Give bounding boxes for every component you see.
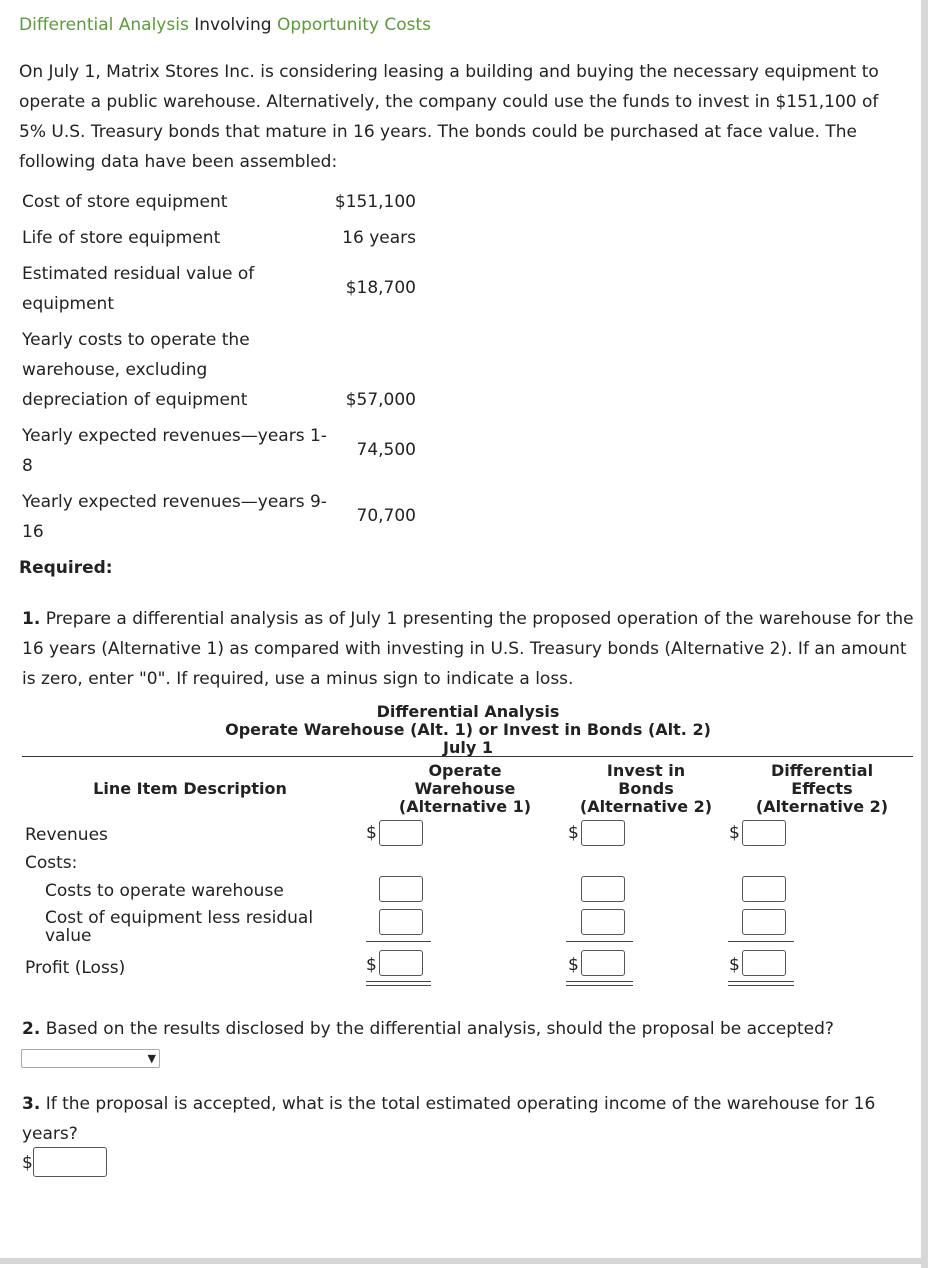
row-label-revenues: Revenues [25, 825, 108, 845]
table-title: Differential Analysis [376, 702, 560, 721]
total-double-rule [728, 981, 794, 986]
row-label-costs: Costs: [25, 853, 78, 873]
intro-paragraph: On July 1, Matrix Stores Inc. is considering leasing a building and buying the necessary equipment to operate a public warehouse. Alternatively, the company could use the funds to invest in $151,100 of 5% U.S. Treasury bonds that mature in 16 years. The bonds could be purchased at face value. The following data have been assembled: [19, 62, 879, 172]
data-value-residual-value: $18,700 [345, 278, 416, 298]
row-label-profit: Profit (Loss) [25, 958, 126, 978]
diff-equipment-cost-input[interactable] [742, 909, 786, 935]
table-date: July 1 [443, 738, 493, 757]
data-value-revenues-9-16: 70,700 [356, 506, 416, 526]
vertical-scrollbar[interactable] [921, 0, 928, 1268]
data-value-life-equipment: 16 years [342, 228, 416, 248]
row-label-operate-costs: Costs to operate warehouse [45, 881, 284, 901]
currency-sign: $ [366, 823, 377, 843]
data-label-yearly-costs: Yearly costs to operate the warehouse, excluding depreciation of equipment [22, 330, 250, 410]
table-subtitle: Operate Warehouse (Alt. 1) or Invest in Bonds (Alt. 2) [225, 720, 711, 739]
currency-sign: $ [568, 955, 579, 975]
subtotal-rule [728, 941, 794, 942]
alt1-profit-input[interactable] [379, 950, 423, 976]
total-double-rule [366, 981, 431, 986]
alt2-equipment-cost-input[interactable] [581, 909, 625, 935]
question-1: 1. Prepare a differential analysis as of July 1 presenting the proposed operation of the warehouse for the 16 years (Alternative 1) as compared with investing in U.S. Treasury bonds (Alternative 2). If an amount is zero, enter "0". If required, use a minus sign to indicate a loss. [22, 609, 914, 689]
col-header-differential: Differential Effects (Alternative 2) [755, 761, 889, 816]
subtotal-rule [366, 941, 431, 942]
col-header-description: Line Item Description [93, 779, 287, 798]
title-link-opportunity-costs[interactable]: Opportunity Costs [276, 15, 432, 35]
horizontal-scrollbar[interactable] [0, 1258, 921, 1264]
table-top-rule [22, 756, 913, 757]
data-value-revenues-1-8: 74,500 [356, 440, 416, 460]
alt2-operate-costs-input[interactable] [581, 876, 625, 902]
currency-sign: $ [729, 823, 740, 843]
alt2-revenues-input[interactable] [581, 820, 625, 846]
alt1-operate-costs-input[interactable] [379, 876, 423, 902]
currency-sign: $ [366, 955, 377, 975]
accept-proposal-dropdown[interactable] [21, 1049, 160, 1068]
row-label-equipment-cost: Cost of equipment less residual value [45, 908, 314, 946]
question-2: 2. Based on the results disclosed by the differential analysis, should the proposal be accepted? [22, 1019, 834, 1039]
data-label-revenues-1-8: Yearly expected revenues—years 1-8 [22, 426, 327, 476]
diff-profit-input[interactable] [742, 950, 786, 976]
col-header-alt1: Operate Warehouse (Alternative 1) [398, 761, 532, 816]
currency-sign: $ [22, 1153, 33, 1173]
required-heading: Required: [19, 558, 113, 578]
data-label-residual-value: Estimated residual value of equipment [22, 264, 255, 314]
chevron-down-icon: ▼ [147, 1052, 156, 1065]
question-3: 3. If the proposal is accepted, what is the total estimated operating income of the warehouse for 16 years? [22, 1094, 876, 1144]
currency-sign: $ [729, 955, 740, 975]
diff-revenues-input[interactable] [742, 820, 786, 846]
operating-income-input[interactable] [33, 1147, 107, 1177]
data-value-yearly-costs: $57,000 [345, 390, 416, 410]
alt1-equipment-cost-input[interactable] [379, 909, 423, 935]
data-label-cost-equipment: Cost of store equipment [22, 192, 228, 212]
total-double-rule [566, 981, 633, 986]
data-label-revenues-9-16: Yearly expected revenues—years 9-16 [22, 492, 327, 542]
title-link-differential-analysis[interactable]: Differential Analysis [19, 15, 189, 35]
page-title: Differential Analysis Involving Opportunity Costs [19, 15, 432, 35]
diff-operate-costs-input[interactable] [742, 876, 786, 902]
data-label-life-equipment: Life of store equipment [22, 228, 221, 248]
currency-sign: $ [568, 823, 579, 843]
data-value-cost-equipment: $151,100 [334, 192, 416, 212]
col-header-alt2: Invest in Bonds (Alternative 2) [579, 761, 713, 816]
alt2-profit-input[interactable] [581, 950, 625, 976]
alt1-revenues-input[interactable] [379, 820, 423, 846]
subtotal-rule [566, 941, 633, 942]
